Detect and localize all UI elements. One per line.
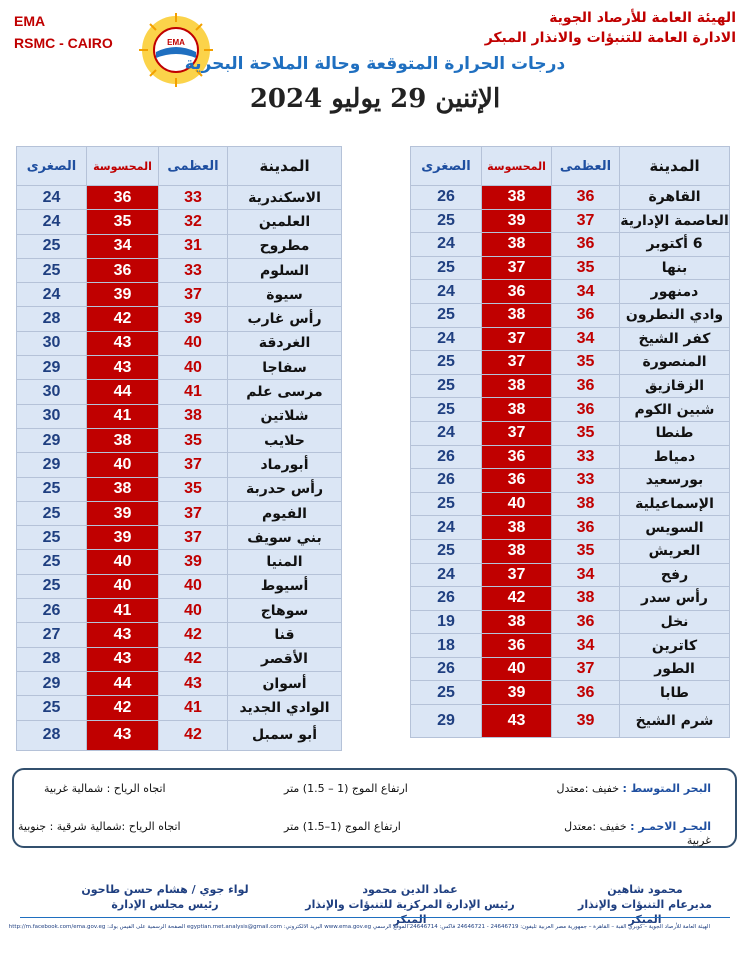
max-temp-cell: 40: [159, 331, 228, 355]
feels-like-cell: 39: [87, 526, 159, 550]
table-row: [411, 445, 730, 469]
max-temp-cell: 36: [552, 516, 620, 540]
max-temp-cell: 34: [552, 563, 620, 587]
city-cell: الأقصر: [228, 647, 342, 671]
min-temp-cell: 24: [411, 421, 482, 445]
max-temp-cell: 37: [552, 657, 620, 681]
feels-like-cell: 40: [87, 550, 159, 574]
min-temp-cell: 29: [17, 356, 87, 380]
city-cell: شلاتين: [228, 404, 342, 428]
table-row: [411, 681, 730, 705]
min-temp-cell: 30: [17, 404, 87, 428]
max-temp-cell: 42: [159, 623, 228, 647]
feels-like-cell: 36: [482, 280, 552, 304]
max-temp-cell: 31: [159, 234, 228, 258]
feels-like-cell: 38: [482, 610, 552, 634]
min-temp-cell: 30: [17, 331, 87, 355]
city-cell: مطروح: [228, 234, 342, 258]
city-cell: العلمين: [228, 210, 342, 234]
table-row: [411, 469, 730, 493]
table-row: [411, 657, 730, 681]
table-row: [411, 186, 730, 210]
table-row: [17, 574, 342, 598]
red-sea-state: خفيف :معتدل: [564, 820, 627, 833]
max-temp-cell: 35: [552, 351, 620, 375]
max-temp-cell: 39: [552, 705, 620, 738]
page-subtitle: درجات الحرارة المتوقعة وحالة الملاحة البحرية: [184, 54, 566, 74]
feels-like-cell: 43: [87, 356, 159, 380]
feels-like-cell: 40: [87, 574, 159, 598]
min-temp-cell: 24: [411, 516, 482, 540]
feels-like-cell: 42: [482, 587, 552, 611]
feels-like-cell: 36: [482, 445, 552, 469]
col-max: العظمى: [159, 147, 228, 186]
city-cell: أبو سمبل: [228, 720, 342, 750]
table-row: [17, 696, 342, 720]
city-cell: الفيوم: [228, 501, 342, 525]
feels-like-cell: 36: [482, 469, 552, 493]
city-cell: نخل: [620, 610, 730, 634]
min-temp-cell: 29: [17, 428, 87, 452]
feels-like-cell: 44: [87, 671, 159, 695]
signature-title: رئيس الإدارة المركزية للتنبؤات والإنذار المبكر: [305, 898, 515, 926]
table-row: [411, 327, 730, 351]
table-row: [17, 550, 342, 574]
min-temp-cell: 26: [411, 469, 482, 493]
city-cell: وادي النطرون: [620, 303, 730, 327]
city-cell: رفح: [620, 563, 730, 587]
feels-like-cell: 36: [87, 186, 159, 210]
max-temp-cell: 36: [552, 303, 620, 327]
max-temp-cell: 37: [159, 453, 228, 477]
max-temp-cell: 34: [552, 280, 620, 304]
max-temp-cell: 33: [552, 469, 620, 493]
signature-title: مديرعام التنبؤات والإنذار المبكر: [578, 898, 712, 926]
min-temp-cell: 24: [411, 563, 482, 587]
table-header-row: [411, 147, 730, 186]
signature-chairman: [70, 882, 260, 912]
table-row: [411, 421, 730, 445]
feels-like-cell: 42: [87, 696, 159, 720]
feels-like-cell: 37: [482, 563, 552, 587]
min-temp-cell: 26: [411, 587, 482, 611]
max-temp-cell: 32: [159, 210, 228, 234]
city-cell: دمنهور: [620, 280, 730, 304]
city-cell: كفر الشيخ: [620, 327, 730, 351]
max-temp-cell: 41: [159, 380, 228, 404]
table-row: [411, 280, 730, 304]
max-temp-cell: 36: [552, 398, 620, 422]
feels-like-cell: 43: [87, 623, 159, 647]
feels-like-cell: 36: [482, 634, 552, 658]
min-temp-cell: 25: [17, 258, 87, 282]
min-temp-cell: 28: [17, 647, 87, 671]
table-row: [17, 186, 342, 210]
table-row: [411, 563, 730, 587]
red-wave: ارتفاع الموج (1–1.5) متر: [284, 820, 401, 833]
max-temp-cell: 37: [552, 209, 620, 233]
rsmc-cairo: RSMC - CAIRO: [14, 35, 113, 51]
city-cell: الطور: [620, 657, 730, 681]
city-cell: قنا: [228, 623, 342, 647]
feels-like-cell: 35: [87, 210, 159, 234]
feels-like-cell: 34: [87, 234, 159, 258]
city-cell: السلوم: [228, 258, 342, 282]
min-temp-cell: 27: [17, 623, 87, 647]
city-cell: الوادي الجديد: [228, 696, 342, 720]
table-row: [17, 307, 342, 331]
min-temp-cell: 24: [411, 327, 482, 351]
table-row: [17, 501, 342, 525]
max-temp-cell: 38: [159, 404, 228, 428]
city-cell: سيوة: [228, 283, 342, 307]
org-name: [485, 8, 736, 48]
ema-logo: [138, 12, 214, 88]
max-temp-cell: 43: [159, 671, 228, 695]
med-sea: [556, 782, 711, 795]
max-temp-cell: 36: [552, 233, 620, 257]
feels-like-cell: 37: [482, 256, 552, 280]
table-row: [17, 404, 342, 428]
city-cell: المنصورة: [620, 351, 730, 375]
min-temp-cell: 25: [17, 477, 87, 501]
max-temp-cell: 35: [159, 428, 228, 452]
table-row: [17, 599, 342, 623]
signature-name: لواء جوي / هشام حسن طاحون: [81, 883, 249, 896]
table-row: [17, 526, 342, 550]
min-temp-cell: 24: [17, 283, 87, 307]
table-row: [411, 303, 730, 327]
min-temp-cell: 25: [411, 256, 482, 280]
feels-like-cell: 44: [87, 380, 159, 404]
col-max: العظمى: [552, 147, 620, 186]
signature-name: عماد الدين محمود: [362, 883, 458, 896]
min-temp-cell: 25: [17, 501, 87, 525]
max-temp-cell: 40: [159, 599, 228, 623]
table-row: [17, 428, 342, 452]
col-feels: المحسوسة: [482, 147, 552, 186]
feels-like-cell: 40: [87, 453, 159, 477]
table-row: [17, 356, 342, 380]
min-temp-cell: 25: [411, 398, 482, 422]
table-row: [411, 705, 730, 738]
city-cell: الغردقة: [228, 331, 342, 355]
min-temp-cell: 25: [411, 492, 482, 516]
signature-forecast-director: [560, 882, 730, 927]
page-date: الإثنين 29 يوليو 2024: [249, 84, 501, 114]
max-temp-cell: 33: [552, 445, 620, 469]
city-cell: بني سويف: [228, 526, 342, 550]
max-temp-cell: 38: [552, 492, 620, 516]
table-row: [411, 539, 730, 563]
table-row: [411, 209, 730, 233]
city-cell: رأس غارب: [228, 307, 342, 331]
max-temp-cell: 33: [159, 186, 228, 210]
feels-like-cell: 40: [482, 657, 552, 681]
max-temp-cell: 35: [552, 421, 620, 445]
table-row: [17, 283, 342, 307]
city-cell: أبورماد: [228, 453, 342, 477]
col-feels: المحسوسة: [87, 147, 159, 186]
max-temp-cell: 35: [159, 477, 228, 501]
footer-contact: الهيئة العامة للأرصاد الجوية – كوبري القبة – القاهرة – جمهورية مصر العربية تليفون: 24646719 - 24646721 فاكس: 24646714 الموقع الرسمي www.ema.gov.eg البريد الالكتروني: egyptian.met.analysis@gmail.com الصفحة الرسمية على الفيس بوك: http://m.facebook.com/ema.gov.eg: [8, 924, 710, 930]
med-sea-state: خفيف :معتدل: [556, 782, 620, 795]
feels-like-cell: 37: [482, 351, 552, 375]
city-cell: رأس سدر: [620, 587, 730, 611]
city-cell: بورسعيد: [620, 469, 730, 493]
city-cell: شرم الشيخ: [620, 705, 730, 738]
min-temp-cell: 26: [411, 186, 482, 210]
table-row: [17, 258, 342, 282]
min-temp-cell: 24: [17, 210, 87, 234]
min-temp-cell: 24: [17, 186, 87, 210]
feels-like-cell: 38: [482, 233, 552, 257]
max-temp-cell: 38: [552, 587, 620, 611]
city-cell: الزقازيق: [620, 374, 730, 398]
max-temp-cell: 42: [159, 647, 228, 671]
max-temp-cell: 37: [159, 283, 228, 307]
org-line-2: الادارة العامة للتنبؤات والانذار المبكر: [484, 30, 736, 46]
med-wind: اتجاه الرياح : شمالية غربية: [44, 782, 166, 795]
city-cell: مرسى علم: [228, 380, 342, 404]
table-row: [17, 453, 342, 477]
max-temp-cell: 39: [159, 550, 228, 574]
city-cell: الاسكندرية: [228, 186, 342, 210]
table-header-row: [17, 147, 342, 186]
min-temp-cell: 24: [411, 280, 482, 304]
logo-text: EMA: [167, 38, 185, 47]
table-row: [411, 398, 730, 422]
min-temp-cell: 28: [17, 307, 87, 331]
min-temp-cell: 30: [17, 380, 87, 404]
signature-name: محمود شاهين: [607, 883, 683, 896]
table-row: [411, 492, 730, 516]
min-temp-cell: 26: [411, 445, 482, 469]
col-min: الصغرى: [411, 147, 482, 186]
min-temp-cell: 19: [411, 610, 482, 634]
min-temp-cell: 29: [411, 705, 482, 738]
table-row: [17, 647, 342, 671]
col-min: الصغرى: [17, 147, 87, 186]
min-temp-cell: 25: [17, 234, 87, 258]
city-cell: طابا: [620, 681, 730, 705]
table-row: [17, 234, 342, 258]
table-row: [411, 634, 730, 658]
red-sea-state-extra: غربية: [686, 834, 711, 847]
max-temp-cell: 35: [552, 256, 620, 280]
feels-like-cell: 38: [482, 186, 552, 210]
table-row: [411, 610, 730, 634]
med-wave: ارتفاع الموج (1 – 1.5) متر: [284, 782, 408, 795]
min-temp-cell: 25: [411, 539, 482, 563]
feels-like-cell: 43: [87, 720, 159, 750]
min-temp-cell: 25: [411, 351, 482, 375]
min-temp-cell: 25: [411, 209, 482, 233]
ema-abbrev: EMA: [14, 13, 46, 29]
city-cell: العاصمة الإدارية: [620, 209, 730, 233]
feels-like-cell: 39: [87, 283, 159, 307]
city-cell: سوهاج: [228, 599, 342, 623]
table-row: [411, 587, 730, 611]
col-city: المدينة: [620, 147, 730, 186]
max-temp-cell: 37: [159, 501, 228, 525]
table-row: [17, 477, 342, 501]
signature-title: رئيس مجلس الإدارة: [111, 898, 219, 911]
city-cell: القاهرة: [620, 186, 730, 210]
max-temp-cell: 36: [552, 610, 620, 634]
feels-like-cell: 38: [482, 516, 552, 540]
table-row: [411, 516, 730, 540]
table-row: [17, 380, 342, 404]
min-temp-cell: 29: [17, 671, 87, 695]
city-cell: طنطا: [620, 421, 730, 445]
min-temp-cell: 24: [411, 233, 482, 257]
feels-like-cell: 41: [87, 404, 159, 428]
col-city: المدينة: [228, 147, 342, 186]
min-temp-cell: 25: [17, 526, 87, 550]
feels-like-cell: 38: [87, 477, 159, 501]
table-row: [411, 256, 730, 280]
city-cell: 6 أكتوبر: [620, 233, 730, 257]
max-temp-cell: 41: [159, 696, 228, 720]
feels-like-cell: 38: [482, 539, 552, 563]
signature-central-admin: [290, 882, 530, 927]
city-cell: أسيوط: [228, 574, 342, 598]
feels-like-cell: 43: [87, 331, 159, 355]
city-cell: بنها: [620, 256, 730, 280]
cities-table-left: [16, 146, 342, 751]
feels-like-cell: 37: [482, 421, 552, 445]
min-temp-cell: 26: [17, 599, 87, 623]
city-cell: حلايب: [228, 428, 342, 452]
feels-like-cell: 38: [482, 398, 552, 422]
max-temp-cell: 36: [552, 374, 620, 398]
feels-like-cell: 40: [482, 492, 552, 516]
sea-conditions-box: [12, 768, 737, 848]
footer-divider: [20, 917, 730, 918]
table-row: [17, 623, 342, 647]
max-temp-cell: 35: [552, 539, 620, 563]
med-sea-label: البحر المتوسط :: [622, 782, 711, 795]
rsmc-label: [14, 10, 113, 54]
max-temp-cell: 42: [159, 720, 228, 750]
min-temp-cell: 25: [411, 303, 482, 327]
feels-like-cell: 37: [482, 327, 552, 351]
feels-like-cell: 39: [482, 681, 552, 705]
table-row: [17, 720, 342, 750]
min-temp-cell: 25: [17, 696, 87, 720]
feels-like-cell: 38: [87, 428, 159, 452]
min-temp-cell: 18: [411, 634, 482, 658]
table-row: [17, 331, 342, 355]
table-row: [411, 374, 730, 398]
max-temp-cell: 37: [159, 526, 228, 550]
max-temp-cell: 33: [159, 258, 228, 282]
feels-like-cell: 39: [482, 209, 552, 233]
feels-like-cell: 41: [87, 599, 159, 623]
city-cell: أسوان: [228, 671, 342, 695]
city-cell: دمياط: [620, 445, 730, 469]
red-wind: اتجاه الرياح :شمالية شرقية : جنوبية: [18, 820, 181, 833]
org-line-1: الهيئة العامة للأرصاد الجوية: [549, 10, 736, 26]
city-cell: المنيا: [228, 550, 342, 574]
table-row: [17, 671, 342, 695]
max-temp-cell: 40: [159, 356, 228, 380]
max-temp-cell: 40: [159, 574, 228, 598]
min-temp-cell: 25: [411, 374, 482, 398]
feels-like-cell: 38: [482, 303, 552, 327]
city-cell: رأس حدربة: [228, 477, 342, 501]
feels-like-cell: 43: [87, 647, 159, 671]
feels-like-cell: 43: [482, 705, 552, 738]
min-temp-cell: 25: [17, 574, 87, 598]
cities-table-right: [410, 146, 730, 738]
city-cell: السويس: [620, 516, 730, 540]
max-temp-cell: 34: [552, 327, 620, 351]
city-cell: العريش: [620, 539, 730, 563]
red-sea: [564, 820, 711, 833]
min-temp-cell: 26: [411, 657, 482, 681]
min-temp-cell: 28: [17, 720, 87, 750]
max-temp-cell: 39: [159, 307, 228, 331]
city-cell: الإسماعيلية: [620, 492, 730, 516]
feels-like-cell: 36: [87, 258, 159, 282]
city-cell: سفاجا: [228, 356, 342, 380]
max-temp-cell: 34: [552, 634, 620, 658]
city-cell: كاترين: [620, 634, 730, 658]
max-temp-cell: 36: [552, 186, 620, 210]
max-temp-cell: 36: [552, 681, 620, 705]
table-row: [17, 210, 342, 234]
min-temp-cell: 25: [411, 681, 482, 705]
feels-like-cell: 39: [87, 501, 159, 525]
min-temp-cell: 25: [17, 550, 87, 574]
red-sea-label: البحـر الاحمـر :: [630, 820, 711, 833]
feels-like-cell: 42: [87, 307, 159, 331]
feels-like-cell: 38: [482, 374, 552, 398]
city-cell: شبين الكوم: [620, 398, 730, 422]
table-row: [411, 233, 730, 257]
min-temp-cell: 29: [17, 453, 87, 477]
table-row: [411, 351, 730, 375]
